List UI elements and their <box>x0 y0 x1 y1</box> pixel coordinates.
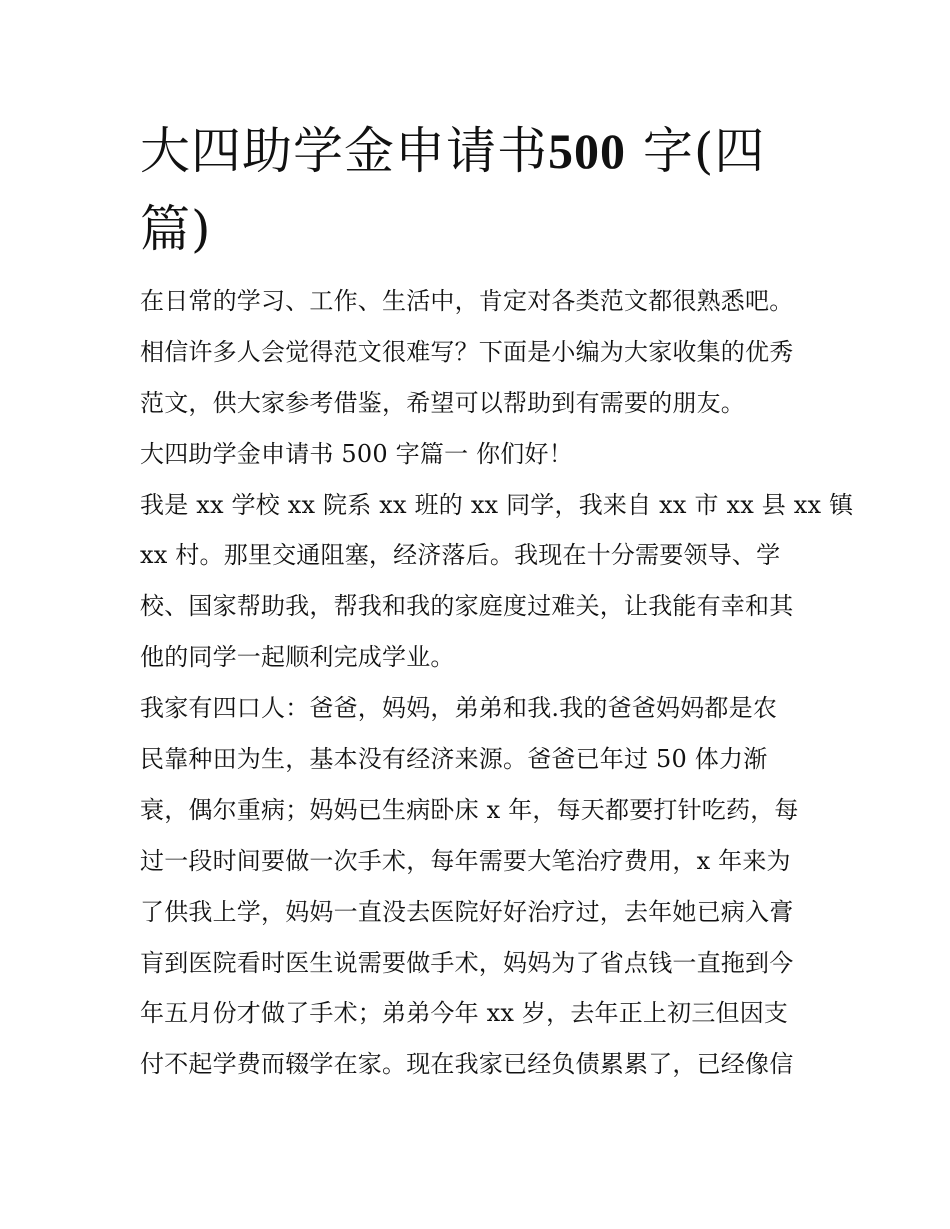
body-line: 过一段时间要做一次手术，每年需要大笔治疗费用，x 年来为 <box>140 846 791 875</box>
title-text-post: 字(四 <box>626 122 766 180</box>
document-title <box>140 112 820 268</box>
body-line: 他的同学一起顺利完成学业。 <box>140 643 455 672</box>
body-line: 我家有四口人：爸爸，妈妈，弟弟和我.我的爸爸妈妈都是农 <box>140 694 778 723</box>
body-line: 衰，偶尔重病；妈妈已生病卧床 x 年，每天都要打针吃药，每 <box>140 795 799 824</box>
title-text-line2: 篇) <box>140 200 212 258</box>
body-line: 付不起学费而辍学在家。现在我家已经负债累累了，已经像信 <box>140 1050 794 1079</box>
body-line: 范文，供大家参考借鉴，希望可以帮助到有需要的朋友。 <box>140 388 745 417</box>
body-line: 我是 xx 学校 xx 院系 xx 班的 xx 同学，我来自 xx 市 xx 县 xx 镇 <box>140 490 854 519</box>
body-line: 大四助学金申请书 500 字篇一 你们好！ <box>140 439 573 468</box>
title-text-pre: 大四助学金申请书 <box>140 122 548 180</box>
body-line: 在日常的学习、工作、生活中，肯定对各类范文都很熟悉吧。 <box>140 287 794 315</box>
body-line: xx 村。那里交通阻塞，经济落后。我现在十分需要领导、学 <box>140 541 781 570</box>
body-line: 民靠种田为生，基本没有经济来源。爸爸已年过 50 体力渐 <box>140 745 768 774</box>
body-line: 校、国家帮助我，帮我和我的家庭度过难关，让我能有幸和其 <box>140 592 794 621</box>
body-line: 肓到医院看时医生说需要做手术，妈妈为了省点钱一直拖到今 <box>140 948 794 977</box>
body-line: 年五月份才做了手术；弟弟今年 xx 岁，去年正上初三但因支 <box>140 999 789 1028</box>
document-body <box>140 276 854 1090</box>
title-number: 500 <box>548 123 626 179</box>
body-line: 了供我上学，妈妈一直没去医院好好治疗过，去年她已病入膏 <box>140 897 794 926</box>
body-line: 相信许多人会觉得范文很难写？下面是小编为大家收集的优秀 <box>140 337 794 366</box>
